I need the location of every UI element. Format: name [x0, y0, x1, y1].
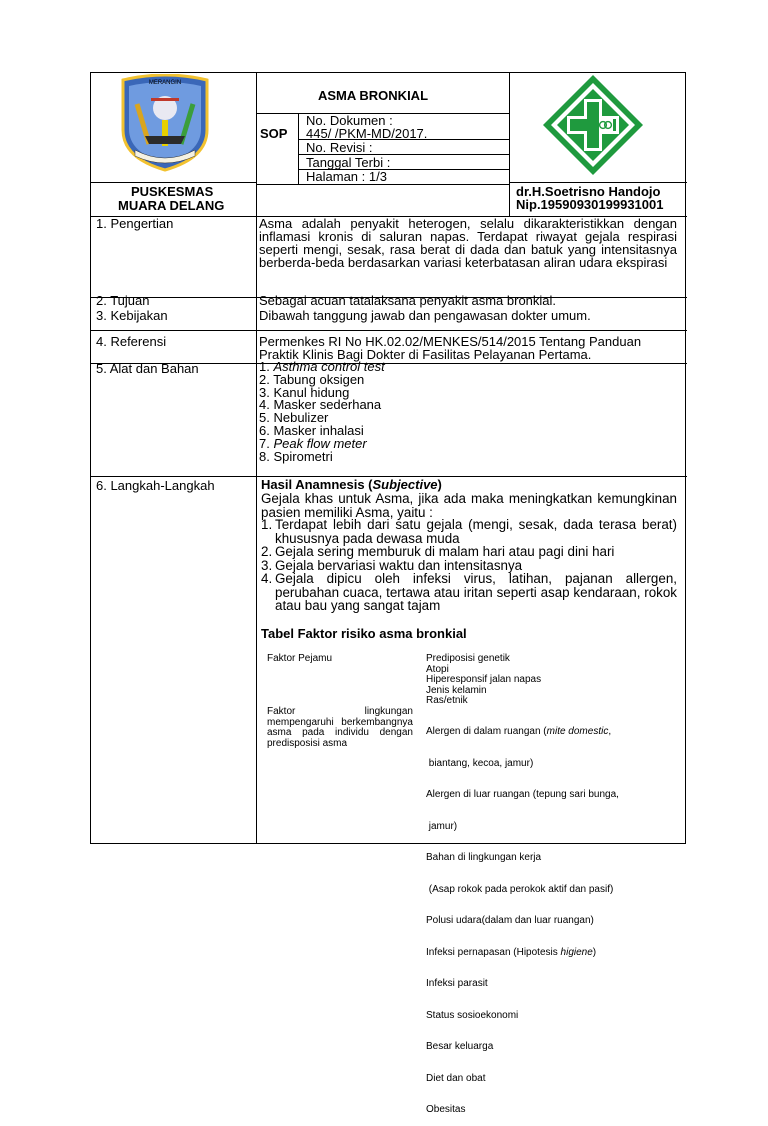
list-item: Alergen di dalam ruangan (mite domestic,: [426, 726, 612, 737]
section-label-kebijakan: 3. Kebijakan: [96, 308, 168, 323]
pejamu-list: [426, 654, 541, 707]
anamnesis-intro: Gejala khas untuk Asma, jika ada maka meningkatkan kemungkinan pasien memiliki Asma, yaitu :: [261, 491, 677, 520]
list-item: Besar keluarga: [426, 1041, 494, 1052]
divider: [256, 73, 257, 216]
list-item: 4. Gejala dipicu oleh infeksi virus, latihan, pajanan allergen, perubahan cuaca, tertawa atau iritan seperti asap kendaraan, rokok atau bau yang sangat tajam: [261, 571, 677, 613]
list-item: Atopi: [426, 663, 449, 675]
list-item: 8. Spirometri: [259, 448, 333, 464]
list-item: 2. Gejala sering memburuk di malam hari atau pagi dini hari: [261, 544, 615, 559]
list-item: Bahan di lingkungan kerja: [426, 852, 542, 863]
section-label-langkah: 6. Langkah-Langkah: [96, 478, 215, 493]
page-field: Halaman : 1/3: [306, 169, 387, 184]
list-item: Prediposisi genetik: [426, 653, 510, 664]
divider: [256, 184, 509, 185]
doc-number-value: 445/ /PKM-MD/2017.: [306, 126, 428, 141]
list-item: Obesitas: [426, 1104, 466, 1115]
org-name-line1: PUSKESMAS: [131, 184, 214, 199]
faktor-pejamu-label: Faktor Pejamu: [267, 653, 333, 664]
lingkungan-list: [426, 706, 619, 1126]
emblem-title: MERANGIN: [148, 80, 182, 86]
signer-nip: Nip.19590930199931001: [516, 197, 664, 212]
risk-table-title: Tabel Faktor risiko asma bronkial: [261, 626, 467, 641]
divider: [298, 113, 299, 185]
anamnesis-points: [261, 518, 677, 613]
list-item: 6. Masker inhalasi: [259, 422, 364, 438]
anamnesis-heading: Hasil Anamnesis (Subjective): [261, 477, 442, 492]
divider: [509, 73, 510, 216]
signer-name: dr.H.Soetrisno Handojo: [516, 184, 661, 199]
section-label-referensi: 4. Referensi: [96, 334, 167, 349]
list-item: 7. Peak flow meter: [259, 435, 367, 451]
sop-label: SOP: [260, 126, 288, 141]
divider: [509, 182, 687, 183]
list-item: 5. Nebulizer: [259, 410, 329, 426]
divider: [256, 216, 257, 844]
list-item: 4. Masker sederhana: [259, 397, 382, 413]
section-text-pengertian: Asma adalah penyakit heterogen, selalu dikarakteristikkan dengan inflamasi kronis di saluran napas. Terdapat riwayat gejala respirasi seperti mengi, sesak, rasa berat di dada dan batuk yang intensitasnya berberda-beda berdasarkan variasi keterbatasan aliran udara ekspirasi: [259, 216, 677, 270]
list-item: jamur): [426, 820, 458, 832]
list-item: Jenis kelamin: [426, 684, 487, 696]
divider: [91, 182, 256, 183]
org-name-line2: MUARA DELANG: [118, 198, 225, 213]
list-item: Alergen di luar ruangan (tepung sari bunga,: [426, 789, 619, 800]
alat-list: [259, 361, 385, 463]
list-item: 3. Kanul hidung: [259, 384, 350, 400]
list-item: Ras/etnik: [426, 695, 468, 706]
list-item: Status sosioekonomi: [426, 1009, 519, 1021]
list-item: Infeksi pernapasan (Hipotesis higiene): [426, 946, 597, 958]
list-item: 2. Tabung oksigen: [259, 371, 365, 387]
list-item: 3. Gejala bervariasi waktu dan intensitasnya: [261, 557, 523, 573]
section-text-referensi-line2: Praktik Klinis Bagi Dokter di Fasilitas Pelayanan Pertama.: [259, 347, 592, 362]
list-item: Infeksi parasit: [426, 978, 488, 989]
revision-field: No. Revisi :: [306, 140, 373, 155]
list-item: biantang, kecoa, jamur): [426, 757, 534, 769]
section-label-alat: 5. Alat dan Bahan: [96, 361, 199, 376]
date-field: Tanggal Terbi :: [306, 155, 391, 170]
section-text-referensi-line1: Permenkes RI No HK.02.02/MENKES/514/2015 Tentang Panduan: [259, 334, 642, 349]
list-item: Polusi udara(dalam dan luar ruangan): [426, 915, 594, 926]
list-item: 1. Terdapat lebih dari satu gejala (mengi, sesak, dada terasa berat) khususnya pada dewasa muda: [261, 517, 677, 546]
puskesmas-logo-icon: [541, 73, 645, 177]
section-text-kebijakan: Dibawah tanggung jawab dan pengawasan dokter umum.: [259, 308, 591, 323]
list-item: (Asap rokok pada perokok aktif dan pasif): [426, 883, 614, 895]
section-label-pengertian: 1. Pengertian: [96, 216, 174, 231]
section-label-tujuan: 2. Tujuan: [96, 293, 150, 308]
document-title: ASMA BRONKIAL: [318, 88, 429, 103]
regency-emblem-icon: [115, 74, 215, 172]
section-text-tujuan: Sebagai acuan tatalaksana penyakit asma bronkial.: [259, 293, 557, 308]
list-item: 1. Asthma control test: [259, 359, 385, 374]
list-item: Diet dan obat: [426, 1072, 486, 1084]
divider: [91, 330, 687, 331]
faktor-lingkungan-label: Faktor lingkungan mempengaruhi berkembangnya asma pada individu dengan predisposisi asma: [267, 706, 413, 749]
doc-number-label: No. Dokumen :: [306, 113, 393, 128]
list-item: Hiperesponsif jalan napas: [426, 674, 542, 685]
